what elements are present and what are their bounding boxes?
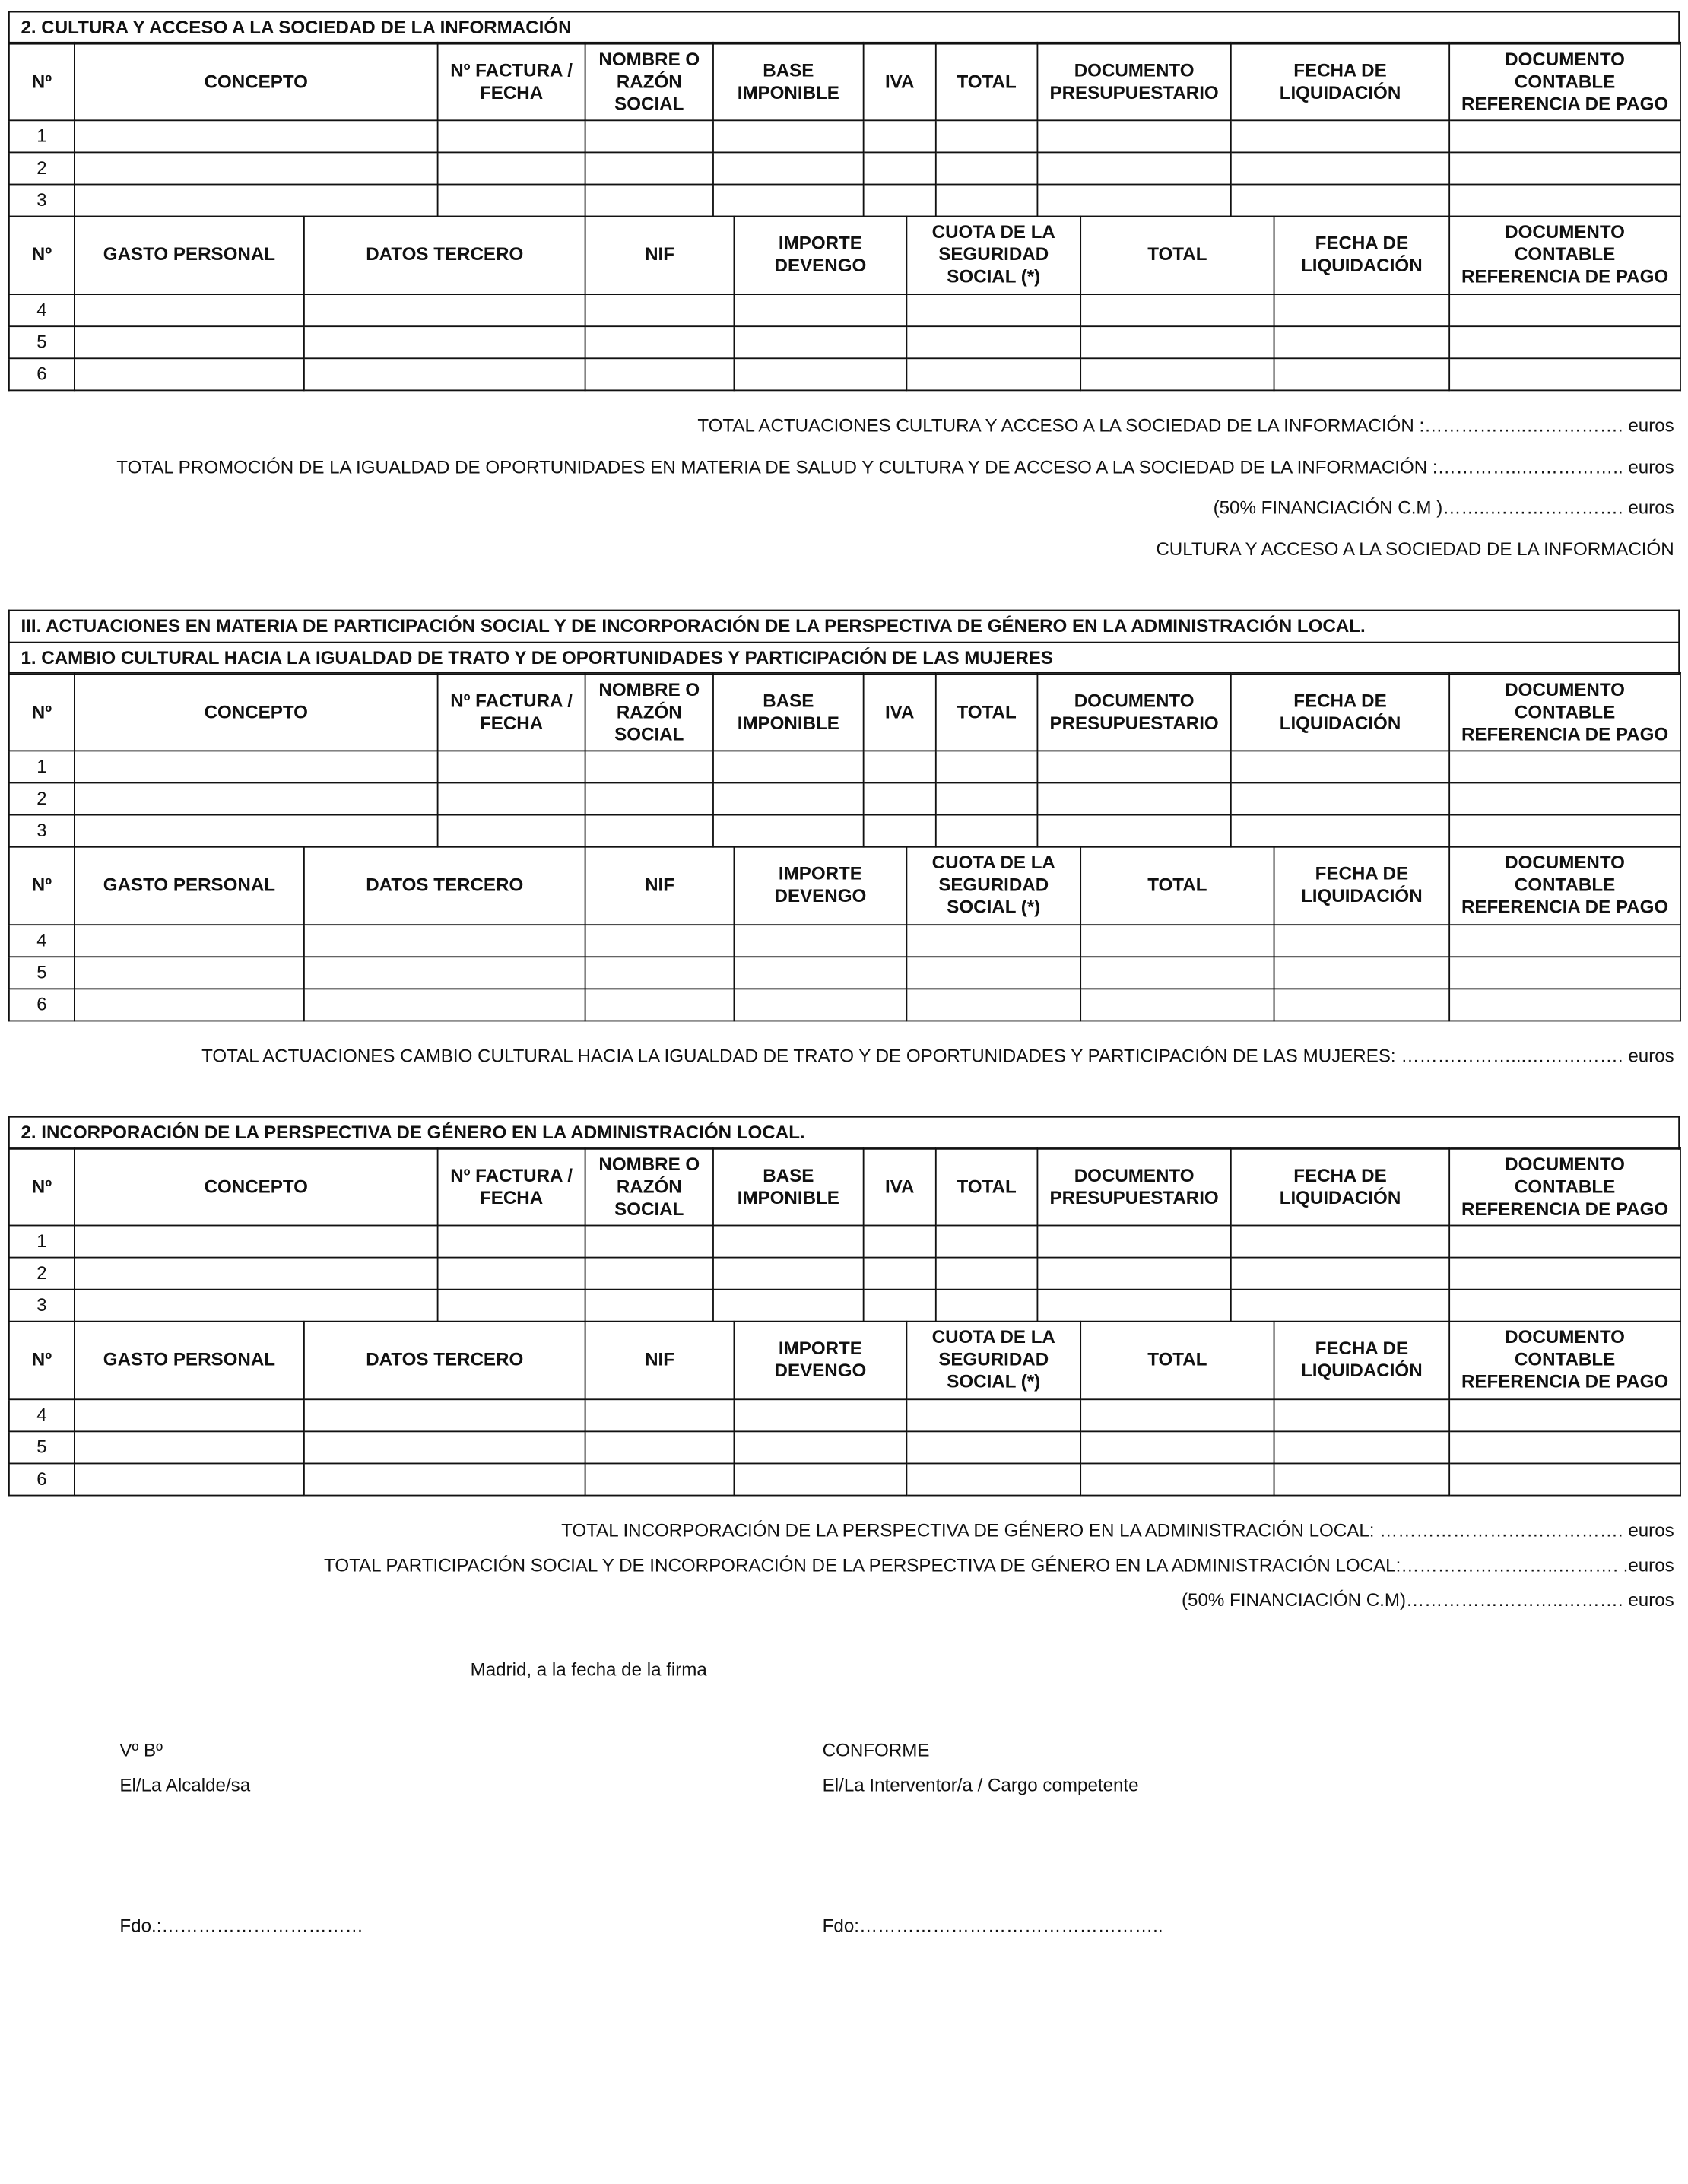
input-cell[interactable] [1080,1431,1274,1463]
input-cell[interactable] [304,989,585,1021]
input-cell[interactable] [585,1258,713,1290]
input-cell[interactable] [936,185,1038,217]
input-cell[interactable] [936,1290,1038,1322]
input-cell[interactable] [1449,1290,1680,1322]
input-cell[interactable] [936,815,1038,847]
input-cell[interactable] [906,989,1080,1021]
input-cell[interactable] [906,1399,1080,1431]
interventor-label: El/La Interventor/a / Cargo competente [822,1774,1139,1795]
input-cell[interactable] [438,185,585,217]
title-table [8,610,1680,675]
input-cell[interactable] [585,1290,713,1322]
header-row [9,216,1680,294]
column-header: IMPORTE DEVENGO [734,1321,906,1398]
input-cell[interactable] [906,326,1080,358]
input-cell[interactable] [585,185,713,217]
input-cell[interactable] [1274,957,1450,989]
table-row [9,1258,1680,1290]
input-cell[interactable] [585,815,713,847]
column-header: TOTAL [1080,1321,1274,1398]
input-cell[interactable] [585,925,735,957]
column-header: DATOS TERCERO [304,216,585,294]
row-number: 3 [9,1290,75,1322]
input-cell[interactable] [1274,1431,1450,1463]
input-cell[interactable] [1274,294,1450,326]
column-header: TOTAL [1080,216,1274,294]
input-cell[interactable] [713,815,864,847]
row-number: 2 [9,1258,75,1290]
title-table [8,1116,1680,1150]
input-cell[interactable] [75,1258,438,1290]
input-cell[interactable] [734,957,906,989]
total-participacion-social: TOTAL PARTICIPACIÓN SOCIAL Y DE INCORPORACIÓN DE LA PERSPECTIVA DE GÉNERO EN LA ADMINISTRACIÓN LOCAL:……………………..………. .euros [324,1554,1674,1576]
column-header: BASE IMPONIBLE [713,1148,864,1226]
column-header: FECHA DE LIQUIDACIÓN [1231,674,1449,751]
column-header: DOCUMENTO CONTABLE REFERENCIA DE PAGO [1449,846,1680,924]
column-header: TOTAL [936,1148,1038,1226]
input-cell[interactable] [713,751,864,783]
table-row [9,751,1680,783]
input-cell[interactable] [1449,358,1680,390]
input-cell[interactable] [1449,294,1680,326]
input-cell[interactable] [1231,121,1449,153]
input-cell[interactable] [75,1463,304,1495]
input-cell[interactable] [734,989,906,1021]
column-header: CONCEPTO [75,43,438,121]
row-number: 4 [9,294,75,326]
input-cell[interactable] [75,751,438,783]
column-header: NIF [585,1321,735,1398]
input-cell[interactable] [864,185,936,217]
column-header: FECHA DE LIQUIDACIÓN [1231,43,1449,121]
column-header: DOCUMENTO CONTABLE REFERENCIA DE PAGO [1449,674,1680,751]
input-cell[interactable] [713,1258,864,1290]
column-header: DOCUMENTO CONTABLE REFERENCIA DE PAGO [1449,216,1680,294]
input-cell[interactable] [585,1431,735,1463]
input-cell[interactable] [906,925,1080,957]
column-header: DOCUMENTO PRESUPUESTARIO [1037,674,1230,751]
row-number: 1 [9,1226,75,1258]
input-cell[interactable] [75,153,438,185]
title-table [8,11,1680,45]
header-row [9,674,1680,751]
input-cell[interactable] [585,957,735,989]
signature-line-right: Fdo:………………………………………….. [822,1915,1163,1936]
table-row [9,925,1680,957]
column-header: FECHA DE LIQUIDACIÓN [1231,1148,1449,1226]
input-cell[interactable] [1274,989,1450,1021]
row-number: 1 [9,121,75,153]
column-header: DATOS TERCERO [304,1321,585,1398]
input-cell[interactable] [75,815,438,847]
column-header: DOCUMENTO CONTABLE REFERENCIA DE PAGO [1449,1148,1680,1226]
input-cell[interactable] [1231,1258,1449,1290]
column-header: CONCEPTO [75,674,438,751]
input-cell[interactable] [1231,1226,1449,1258]
input-cell[interactable] [1037,1290,1230,1322]
section-cultura-table [8,11,1680,391]
input-cell[interactable] [585,326,735,358]
table-row [9,1399,1680,1431]
column-header: TOTAL [936,43,1038,121]
input-cell[interactable] [1080,925,1274,957]
table-row [9,294,1680,326]
column-header: DOCUMENTO CONTABLE REFERENCIA DE PAGO [1449,1321,1680,1398]
column-header: IMPORTE DEVENGO [734,846,906,924]
input-cell[interactable] [585,153,713,185]
table-row [9,1463,1680,1495]
column-header: GASTO PERSONAL [75,846,304,924]
input-cell[interactable] [1080,1399,1274,1431]
input-cell[interactable] [1231,783,1449,815]
input-cell[interactable] [1449,815,1680,847]
input-cell[interactable] [1037,751,1230,783]
input-cell[interactable] [585,751,713,783]
input-cell[interactable] [1274,1399,1450,1431]
input-cell[interactable] [1231,153,1449,185]
input-cell[interactable] [75,1399,304,1431]
input-cell[interactable] [585,294,735,326]
column-header: Nº [9,43,75,121]
input-cell[interactable] [75,925,304,957]
input-cell[interactable] [936,1226,1038,1258]
conforme-label: CONFORME [822,1739,930,1761]
expense-table [8,43,1681,218]
input-cell[interactable] [1037,1258,1230,1290]
input-cell[interactable] [1449,989,1680,1021]
section-title: 1. CAMBIO CULTURAL HACIA LA IGUALDAD DE TRATO Y DE OPORTUNIDADES Y PARTICIPACIÓN DE LAS MUJERES [9,643,1679,675]
expense-table [8,846,1681,1021]
row-number: 3 [9,185,75,217]
input-cell[interactable] [75,294,304,326]
input-cell[interactable] [75,783,438,815]
column-header: TOTAL [1080,846,1274,924]
header-row [9,846,1680,924]
column-header: IMPORTE DEVENGO [734,216,906,294]
column-header: TOTAL [936,674,1038,751]
input-cell[interactable] [585,783,713,815]
input-cell[interactable] [1080,989,1274,1021]
expense-table [8,1321,1681,1497]
column-header: DOCUMENTO PRESUPUESTARIO [1037,43,1230,121]
financiacion-cm-2: (50% FINANCIACIÓN C.M)……………………..………. euros [1182,1589,1674,1611]
input-cell[interactable] [304,358,585,390]
column-header: FECHA DE LIQUIDACIÓN [1274,216,1450,294]
input-cell[interactable] [864,751,936,783]
input-cell[interactable] [734,1431,906,1463]
column-header: Nº [9,216,75,294]
input-cell[interactable] [1449,1258,1680,1290]
row-number: 4 [9,1399,75,1431]
table-row [9,783,1680,815]
column-header: NIF [585,846,735,924]
input-cell[interactable] [713,185,864,217]
input-cell[interactable] [1037,185,1230,217]
input-cell[interactable] [75,957,304,989]
input-cell[interactable] [304,326,585,358]
input-cell[interactable] [734,294,906,326]
input-cell[interactable] [713,153,864,185]
input-cell[interactable] [1080,326,1274,358]
input-cell[interactable] [906,294,1080,326]
table-row [9,1290,1680,1322]
input-cell[interactable] [304,294,585,326]
input-cell[interactable] [713,783,864,815]
expense-table [8,673,1681,849]
column-header: Nº [9,1321,75,1398]
input-cell[interactable] [75,1290,438,1322]
input-cell[interactable] [713,121,864,153]
column-header: IVA [864,674,936,751]
input-cell[interactable] [1274,358,1450,390]
input-cell[interactable] [864,153,936,185]
input-cell[interactable] [906,1431,1080,1463]
column-header: NIF [585,216,735,294]
input-cell[interactable] [1274,326,1450,358]
input-cell[interactable] [1037,121,1230,153]
input-cell[interactable] [438,1258,585,1290]
input-cell[interactable] [1037,815,1230,847]
input-cell[interactable] [1080,957,1274,989]
input-cell[interactable] [906,358,1080,390]
section-title: 2. CULTURA Y ACCESO A LA SOCIEDAD DE LA INFORMACIÓN [9,12,1679,44]
input-cell[interactable] [585,1226,713,1258]
table-row [9,957,1680,989]
header-row [9,43,1680,121]
input-cell[interactable] [1449,185,1680,217]
column-header: Nº [9,1148,75,1226]
column-header: NOMBRE O RAZÓN SOCIAL [585,1148,713,1226]
column-header: FECHA DE LIQUIDACIÓN [1274,1321,1450,1398]
input-cell[interactable] [1231,751,1449,783]
column-header: GASTO PERSONAL [75,216,304,294]
row-number: 6 [9,358,75,390]
signature-line-left: Fdo.:…………………………… [119,1915,363,1936]
input-cell[interactable] [936,751,1038,783]
total-actuaciones-cultura: TOTAL ACTUACIONES CULTURA Y ACCESO A LA SOCIEDAD DE LA INFORMACIÓN :……………..……………. euros [697,414,1674,436]
section-title: III. ACTUACIONES EN MATERIA DE PARTICIPACIÓN SOCIAL Y DE INCORPORACIÓN DE LA PERSPECTIVA DE GÉNERO EN LA ADMINISTRACIÓN LOCAL. [9,611,1679,643]
table-row [9,121,1680,153]
section-title: 2. INCORPORACIÓN DE LA PERSPECTIVA DE GÉNERO EN LA ADMINISTRACIÓN LOCAL. [9,1117,1679,1149]
row-number: 6 [9,989,75,1021]
input-cell[interactable] [438,153,585,185]
row-number: 4 [9,925,75,957]
input-cell[interactable] [1449,1226,1680,1258]
input-cell[interactable] [734,358,906,390]
column-header: GASTO PERSONAL [75,1321,304,1398]
input-cell[interactable] [438,1226,585,1258]
row-number: 2 [9,153,75,185]
input-cell[interactable] [713,1226,864,1258]
input-cell[interactable] [864,783,936,815]
table-row [9,1431,1680,1463]
input-cell[interactable] [864,1258,936,1290]
input-cell[interactable] [304,1463,585,1495]
section-perspectiva-genero-table [8,1116,1680,1496]
column-header: Nº [9,846,75,924]
column-header: FECHA DE LIQUIDACIÓN [1274,846,1450,924]
row-number: 5 [9,1431,75,1463]
column-header: Nº FACTURA / FECHA [438,674,585,751]
input-cell[interactable] [1449,783,1680,815]
input-cell[interactable] [734,1399,906,1431]
input-cell[interactable] [585,989,735,1021]
input-cell[interactable] [1449,957,1680,989]
header-row [9,1148,1680,1226]
input-cell[interactable] [585,358,735,390]
input-cell[interactable] [936,783,1038,815]
total-incorporacion-genero: TOTAL INCORPORACIÓN DE LA PERSPECTIVA DE GÉNERO EN LA ADMINISTRACIÓN LOCAL: …………………………………. euros [561,1519,1674,1541]
input-cell[interactable] [864,815,936,847]
column-header: IVA [864,43,936,121]
table-row [9,358,1680,390]
input-cell[interactable] [75,121,438,153]
input-cell[interactable] [1449,121,1680,153]
total-cambio-cultural: TOTAL ACTUACIONES CAMBIO CULTURAL HACIA LA IGUALDAD DE TRATO Y DE OPORTUNIDADES Y PARTICIPACIÓN DE LAS MUJERES: ………………...……………. euros [201,1045,1674,1066]
vobo-label: Vº Bº [119,1739,163,1761]
input-cell[interactable] [1449,1431,1680,1463]
table-row [9,1226,1680,1258]
column-header: CUOTA DE LA SEGURIDAD SOCIAL (*) [906,1321,1080,1398]
financiacion-cm-1: (50% FINANCIACIÓN C.M )……..…………………. euros [1213,497,1674,518]
column-header: DOCUMENTO PRESUPUESTARIO [1037,1148,1230,1226]
row-number: 2 [9,783,75,815]
input-cell[interactable] [75,358,304,390]
input-cell[interactable] [1449,751,1680,783]
column-header: Nº [9,674,75,751]
input-cell[interactable] [713,1290,864,1322]
column-header: Nº FACTURA / FECHA [438,1148,585,1226]
input-cell[interactable] [1231,815,1449,847]
input-cell[interactable] [1449,1463,1680,1495]
expense-table [8,215,1681,391]
header-row [9,1321,1680,1398]
input-cell[interactable] [1274,1463,1450,1495]
column-header: Nº FACTURA / FECHA [438,43,585,121]
column-header: DOCUMENTO CONTABLE REFERENCIA DE PAGO [1449,43,1680,121]
input-cell[interactable] [1037,1226,1230,1258]
input-cell[interactable] [304,957,585,989]
input-cell[interactable] [304,1399,585,1431]
table-row [9,153,1680,185]
column-header: BASE IMPONIBLE [713,674,864,751]
input-cell[interactable] [75,1431,304,1463]
row-number: 5 [9,957,75,989]
input-cell[interactable] [585,121,713,153]
alcalde-label: El/La Alcalde/sa [119,1774,251,1795]
row-number: 6 [9,1463,75,1495]
input-cell[interactable] [585,1399,735,1431]
input-cell[interactable] [438,751,585,783]
input-cell[interactable] [936,1258,1038,1290]
input-cell[interactable] [304,1431,585,1463]
place-date: Madrid, a la fecha de la firma [470,1659,707,1681]
row-number: 1 [9,751,75,783]
row-number: 5 [9,326,75,358]
input-cell[interactable] [864,1226,936,1258]
row-number: 3 [9,815,75,847]
input-cell[interactable] [1274,925,1450,957]
input-cell[interactable] [1231,1290,1449,1322]
input-cell[interactable] [936,153,1038,185]
column-header: BASE IMPONIBLE [713,43,864,121]
input-cell[interactable] [1449,153,1680,185]
table-row [9,326,1680,358]
table-row [9,185,1680,217]
table-row [9,815,1680,847]
input-cell[interactable] [1231,185,1449,217]
column-header: IVA [864,1148,936,1226]
column-header: CONCEPTO [75,1148,438,1226]
input-cell[interactable] [75,326,304,358]
column-header: DATOS TERCERO [304,846,585,924]
input-cell[interactable] [906,957,1080,989]
input-cell[interactable] [438,121,585,153]
input-cell[interactable] [75,185,438,217]
input-cell[interactable] [1080,294,1274,326]
expense-table [8,1148,1681,1323]
input-cell[interactable] [734,1463,906,1495]
total-promocion-igualdad: TOTAL PROMOCIÓN DE LA IGUALDAD DE OPORTUNIDADES EN MATERIA DE SALUD Y CULTURA Y DE ACCESO A LA SOCIEDAD DE LA INFORMACIÓN :…………..…………….. euros [116,456,1674,478]
input-cell[interactable] [1080,358,1274,390]
input-cell[interactable] [906,1463,1080,1495]
input-cell[interactable] [438,815,585,847]
input-cell[interactable] [864,1290,936,1322]
input-cell[interactable] [1037,153,1230,185]
cultura-footer-label: CULTURA Y ACCESO A LA SOCIEDAD DE LA INFORMACIÓN [1156,538,1674,560]
input-cell[interactable] [1037,783,1230,815]
input-cell[interactable] [1449,1399,1680,1431]
column-header: NOMBRE O RAZÓN SOCIAL [585,674,713,751]
input-cell[interactable] [585,1463,735,1495]
input-cell[interactable] [864,121,936,153]
section-cambio-cultural-table [8,610,1680,1021]
input-cell[interactable] [1449,925,1680,957]
column-header: CUOTA DE LA SEGURIDAD SOCIAL (*) [906,846,1080,924]
column-header: CUOTA DE LA SEGURIDAD SOCIAL (*) [906,216,1080,294]
table-row [9,989,1680,1021]
input-cell[interactable] [734,925,906,957]
input-cell[interactable] [304,925,585,957]
input-cell[interactable] [75,1226,438,1258]
input-cell[interactable] [75,989,304,1021]
input-cell[interactable] [936,121,1038,153]
column-header: NOMBRE O RAZÓN SOCIAL [585,43,713,121]
input-cell[interactable] [438,1290,585,1322]
input-cell[interactable] [1080,1463,1274,1495]
input-cell[interactable] [734,326,906,358]
input-cell[interactable] [1449,326,1680,358]
input-cell[interactable] [438,783,585,815]
